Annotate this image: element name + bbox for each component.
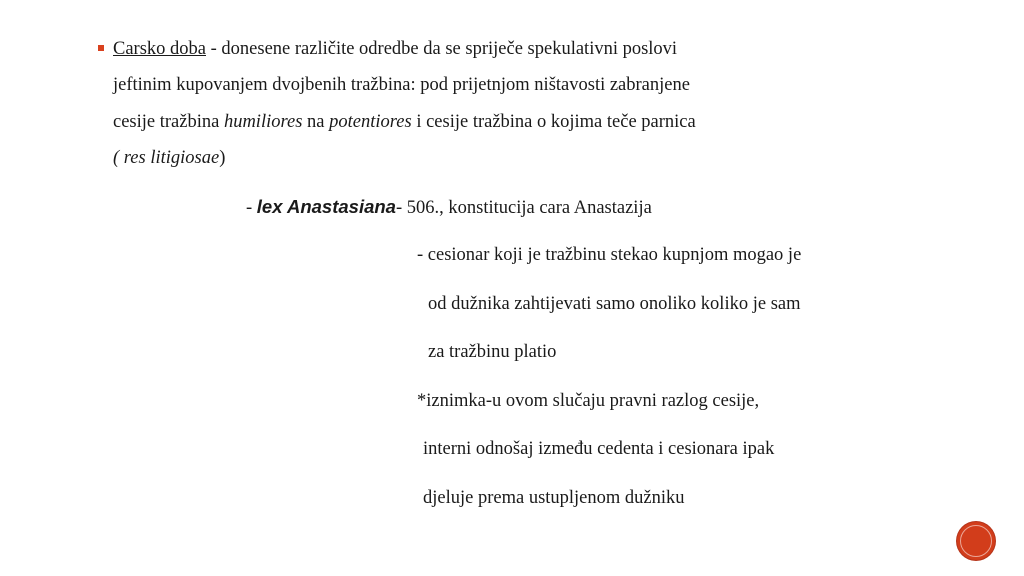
bullet-marker-icon [98,45,104,51]
bullet-label: Carsko doba [113,39,206,59]
bullet-line-4 [113,146,225,170]
bullet-line-3-d: potentiores [329,112,412,132]
lex-name: lex Anastasiana [256,196,396,217]
lex-rest: - 506., konstitucija cara Anastazija [395,198,652,218]
lex-line [246,195,652,220]
bullet-line-1 [113,37,677,61]
rule-line-1: - cesionar koji je tražbinu stekao kupnjom mogao je [417,245,802,265]
exception-line-3: djeluje prema ustupljenom dužniku [423,488,685,508]
slide-number-badge-icon [957,522,995,560]
lex-dash: - [246,198,257,218]
bullet-line-4-b: ) [219,148,226,168]
bullet-line-2: jeftinim kupovanjem dvojbenih tražbina: pod prijetnjom ništavosti zabranjene [113,75,690,95]
exception-line-2: interni odnošaj između cedenta i cesionara ipak [423,439,775,459]
exception-line-1: *iznimka-u ovom slučaju pravni razlog cesije, [417,391,760,411]
bullet-line-4-a: ( res litigiosae [113,148,220,168]
bullet-line-3 [113,110,696,134]
bullet-line-3-b: humiliores [223,112,303,132]
bullet-line-3-a: cesije tražbina [113,112,224,132]
badge-ring-icon [960,525,992,557]
rule-line-2: od dužnika zahtijevati samo onoliko koliko je sam [428,294,801,314]
bullet-line-3-c: na [302,112,330,132]
bullet-line-3-e: i cesije tražbina o kojima teče parnica [411,112,696,132]
rule-line-3: za tražbinu platio [428,342,557,362]
bullet-text-1: - donesene različite odredbe da se spriječe spekulativni poslovi [206,39,678,59]
